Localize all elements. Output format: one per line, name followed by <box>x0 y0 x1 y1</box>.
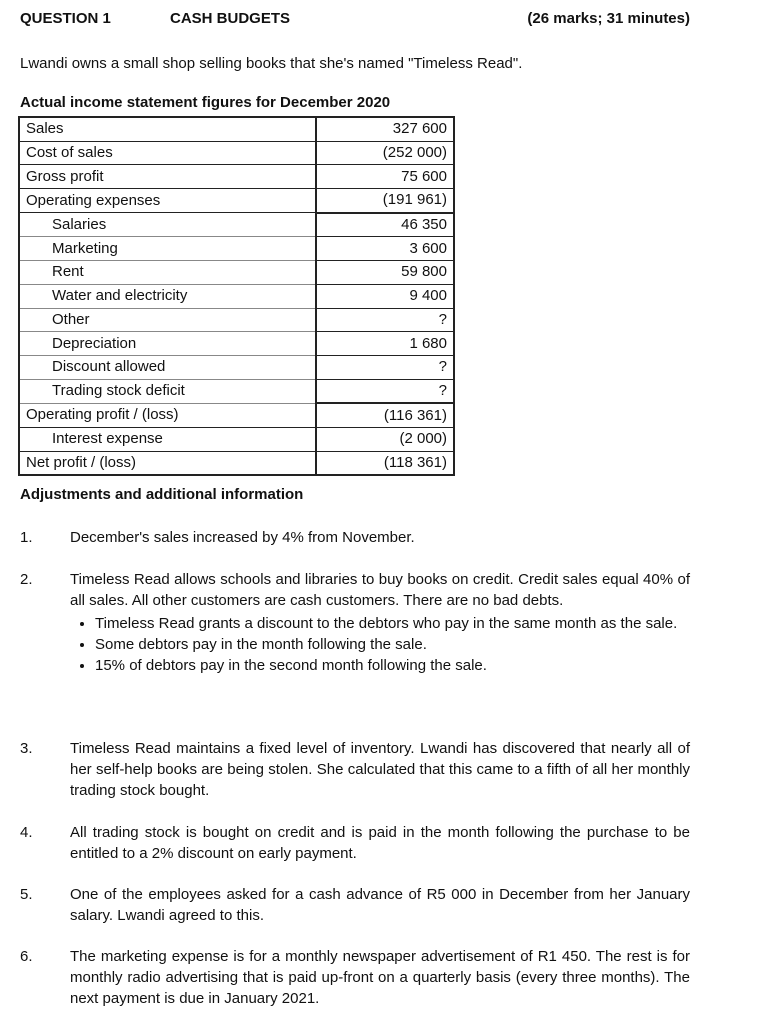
row-value: 3 600 <box>316 237 454 261</box>
list-item <box>20 569 690 676</box>
item-number: 4. <box>20 824 33 841</box>
row-value: ? <box>316 355 454 379</box>
row-label: Salaries <box>19 213 316 237</box>
row-label: Marketing <box>19 237 316 261</box>
row-value: ? <box>316 379 454 403</box>
row-label: Interest expense <box>19 427 316 451</box>
row-label: Cost of sales <box>19 141 316 165</box>
table-row <box>19 165 454 189</box>
table-row <box>19 427 454 451</box>
adjustments-title: Adjustments and additional information <box>20 486 304 503</box>
list-item <box>20 738 690 801</box>
item-number: 1. <box>20 529 33 546</box>
table-row <box>19 213 454 237</box>
income-statement-title: Actual income statement figures for December 2020 <box>20 94 391 111</box>
row-label: Gross profit <box>19 165 316 189</box>
table-row <box>19 141 454 165</box>
row-value: ? <box>316 308 454 332</box>
item-number: 5. <box>20 886 33 903</box>
bullet-item: • 15% of debtors pay in the second month following the sale. <box>95 655 690 676</box>
row-value: (191 961) <box>316 189 454 213</box>
table-row <box>19 379 454 403</box>
row-value: 9 400 <box>316 284 454 308</box>
question-number: QUESTION 1 <box>20 10 111 27</box>
table-row <box>19 284 454 308</box>
list-item <box>20 527 690 548</box>
table-row <box>19 261 454 285</box>
table-row <box>19 189 454 213</box>
row-value: 1 680 <box>316 332 454 356</box>
question-header <box>20 10 690 32</box>
income-statement-table <box>18 116 455 476</box>
item-text: The marketing expense is for a monthly newspaper advertisement of R1 450. The rest is for monthly radio advertising that is paid up-front on a quarterly basis (every three months). The next payment is due in January 2021. <box>70 948 690 1007</box>
list-item <box>20 946 690 1009</box>
row-label: Discount allowed <box>19 355 316 379</box>
item-text: All trading stock is bought on credit and is paid in the month following the purchase to be entitled to a 2% discount on early payment. <box>70 824 690 862</box>
row-label: Operating profit / (loss) <box>19 403 316 427</box>
item-text: Timeless Read allows schools and libraries to buy books on credit. Credit sales equal 40% of all sales. All other customers are cash customers. There are no bad debts. <box>70 571 690 609</box>
table-row <box>19 451 454 475</box>
table-row <box>19 403 454 427</box>
table-row <box>19 117 454 141</box>
table-row <box>19 355 454 379</box>
row-value: 59 800 <box>316 261 454 285</box>
item-text: December's sales increased by 4% from November. <box>70 529 415 546</box>
row-label: Sales <box>19 117 316 141</box>
row-label: Other <box>19 308 316 332</box>
item-number: 2. <box>20 571 33 588</box>
item-text: One of the employees asked for a cash advance of R5 000 in December from her January salary. Lwandi agreed to this. <box>70 886 690 924</box>
row-value: 327 600 <box>316 117 454 141</box>
table-row <box>19 308 454 332</box>
list-item <box>20 822 690 864</box>
row-label: Depreciation <box>19 332 316 356</box>
item-number: 6. <box>20 948 33 965</box>
row-label: Rent <box>19 261 316 285</box>
row-value: (2 000) <box>316 427 454 451</box>
row-value: (118 361) <box>316 451 454 475</box>
row-label: Water and electricity <box>19 284 316 308</box>
row-label: Net profit / (loss) <box>19 451 316 475</box>
row-label: Trading stock deficit <box>19 379 316 403</box>
row-value: 46 350 <box>316 213 454 237</box>
bullet-item: • Some debtors pay in the month following the sale. <box>95 634 690 655</box>
row-label: Operating expenses <box>19 189 316 213</box>
bullet-list <box>20 613 690 676</box>
intro-text: Lwandi owns a small shop selling books that she's named "Timeless Read". <box>20 55 523 72</box>
row-value: (116 361) <box>316 403 454 427</box>
question-marks: (26 marks; 31 minutes) <box>527 10 690 27</box>
question-topic: CASH BUDGETS <box>170 10 291 27</box>
item-text: Timeless Read maintains a fixed level of inventory. Lwandi has discovered that nearly all of her self-help books are being stolen. She calculated that this came to a fifth of all her monthly trading stock bought. <box>70 740 690 799</box>
list-item <box>20 884 690 926</box>
table-row <box>19 332 454 356</box>
item-number: 3. <box>20 740 33 757</box>
bullet-item: • Timeless Read grants a discount to the debtors who pay in the same month as the sale. <box>95 613 690 634</box>
table-row <box>19 237 454 261</box>
row-value: 75 600 <box>316 165 454 189</box>
row-value: (252 000) <box>316 141 454 165</box>
